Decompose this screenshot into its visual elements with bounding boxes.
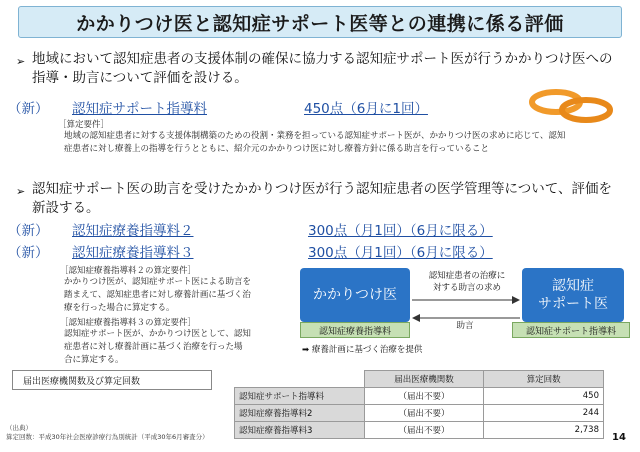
row-count: （届出不要） (364, 388, 484, 405)
page-title: かかりつけ医と認知症サポート医等との連携に係る評価 (76, 12, 564, 35)
care-fee3-item (8, 241, 493, 261)
row-count: （届出不要） (364, 405, 484, 422)
care-fee2-item (8, 219, 493, 239)
support-doctor-label-2: サポート医 (538, 296, 608, 312)
family-doctor-label: かかりつけ医 (313, 287, 397, 303)
table-row (235, 422, 604, 439)
advice-label: 助言 (456, 321, 474, 331)
section1-requirements (58, 118, 618, 156)
page-number: 14 (612, 432, 626, 443)
req3-line: 合に算定する。 (64, 355, 124, 365)
table-row (235, 388, 604, 405)
req2-line: かかりつけ医が、認知症サポート医による助言を (64, 277, 252, 287)
care-fee2-name: 認知症療養指導料２ (72, 223, 194, 239)
request-label-line-1: 認知症患者の治療に (428, 271, 506, 281)
row-times: 450 (484, 388, 604, 405)
care-fee3-requirements (60, 316, 280, 367)
table-caption-box (12, 370, 212, 390)
support-fee-name: 認知症サポート指導料 (72, 101, 207, 117)
family-doctor-tag-label: 認知症療養指導料 (318, 326, 391, 337)
care-fee2-requirements (60, 264, 280, 315)
row-times: 244 (484, 405, 604, 422)
arrow-bullet-icon: ➢ (16, 55, 26, 68)
req3-line: 認知症サポート医が、かかりつけ医として、認知 (64, 329, 251, 339)
req3-head: ［認知症療養指導料３の算定要件］ (60, 318, 197, 328)
stats-table (234, 370, 604, 439)
support-fee-item (8, 97, 428, 117)
support-doctor-box (522, 268, 624, 322)
row-name: 認知症療養指導料3 (235, 422, 365, 439)
section2-bullet (16, 180, 620, 218)
req3-line: 症患者に対し療養計画に基づく治療を行った場 (64, 342, 243, 352)
family-doctor-tag (300, 322, 410, 338)
title-bar (18, 6, 622, 38)
new-prefix: （新） (8, 245, 49, 261)
table-caption: 届出医療機関数及び算定回数 (23, 376, 141, 387)
care-fee3-points: 300点（月1回）（6月に限る） (308, 245, 493, 261)
request-label (412, 270, 522, 294)
treatment-plan-label: ➡ 療養計画に基づく治療を提供 (302, 345, 423, 355)
req2-line: 療を行った場合に算定する。 (64, 303, 175, 313)
table-header-empty (235, 371, 365, 388)
section1-bullet (16, 50, 620, 88)
row-count: （届出不要） (364, 422, 484, 439)
care-fee3-name: 認知症療養指導料３ (72, 245, 194, 261)
new-prefix: （新） (8, 101, 49, 117)
requirements-head: ［算定要件］ (58, 120, 110, 130)
row-name: 認知症療養指導料2 (235, 405, 365, 422)
row-name: 認知症サポート指導料 (235, 388, 365, 405)
section1-bullet-text: 地域において認知症患者の支援体制の確保に協力する認知症サポート医が行うかかりつけ医への指導・助言について評価を設ける。 (32, 51, 613, 86)
care-fee2-points: 300点（月1回）（6月に限る） (308, 223, 493, 239)
section2-bullet-text: 認知症サポート医の助言を受けたかかりつけ医が行う認知症患者の医学管理等について、評価を新設する。 (32, 181, 612, 216)
support-doctor-tag-label: 認知症サポート指導料 (525, 326, 616, 337)
source-label: （出典） (6, 424, 32, 432)
table-header-times: 算定回数 (484, 371, 604, 388)
requirements-line-1: 地域の認知症患者に対する支援体制構築のための役割・業務を担っている認知症サポート医が、かかりつけ医の求めに応じて、認知 (64, 131, 566, 141)
request-label-line-2: 対する助言の求め (432, 283, 501, 293)
support-fee-points: 450点（6月に1回） (304, 101, 428, 117)
support-doctor-label-1: 認知症 (552, 278, 594, 294)
requirements-line-2: 症患者に対し療養上の指導を行うとともに、紹介元のかかりつけ医に対し療養方針に係る助言を行っていること (64, 144, 490, 154)
table-row (235, 405, 604, 422)
source-text: 算定回数：平成30年社会医療診療行為別統計（平成30年6月審査分） (6, 433, 209, 441)
row-times: 2,738 (484, 422, 604, 439)
table-header-count: 届出医療機関数 (364, 371, 484, 388)
req2-head: ［認知症療養指導料２の算定要件］ (60, 266, 197, 276)
req2-line: 踏まえて、認知症患者に対し療養計画に基づく治 (64, 290, 251, 300)
arrow-bullet-icon: ➢ (16, 185, 26, 198)
new-prefix: （新） (8, 223, 49, 239)
support-doctor-tag (512, 322, 630, 338)
family-doctor-box (300, 268, 410, 322)
table-header-row (235, 371, 604, 388)
